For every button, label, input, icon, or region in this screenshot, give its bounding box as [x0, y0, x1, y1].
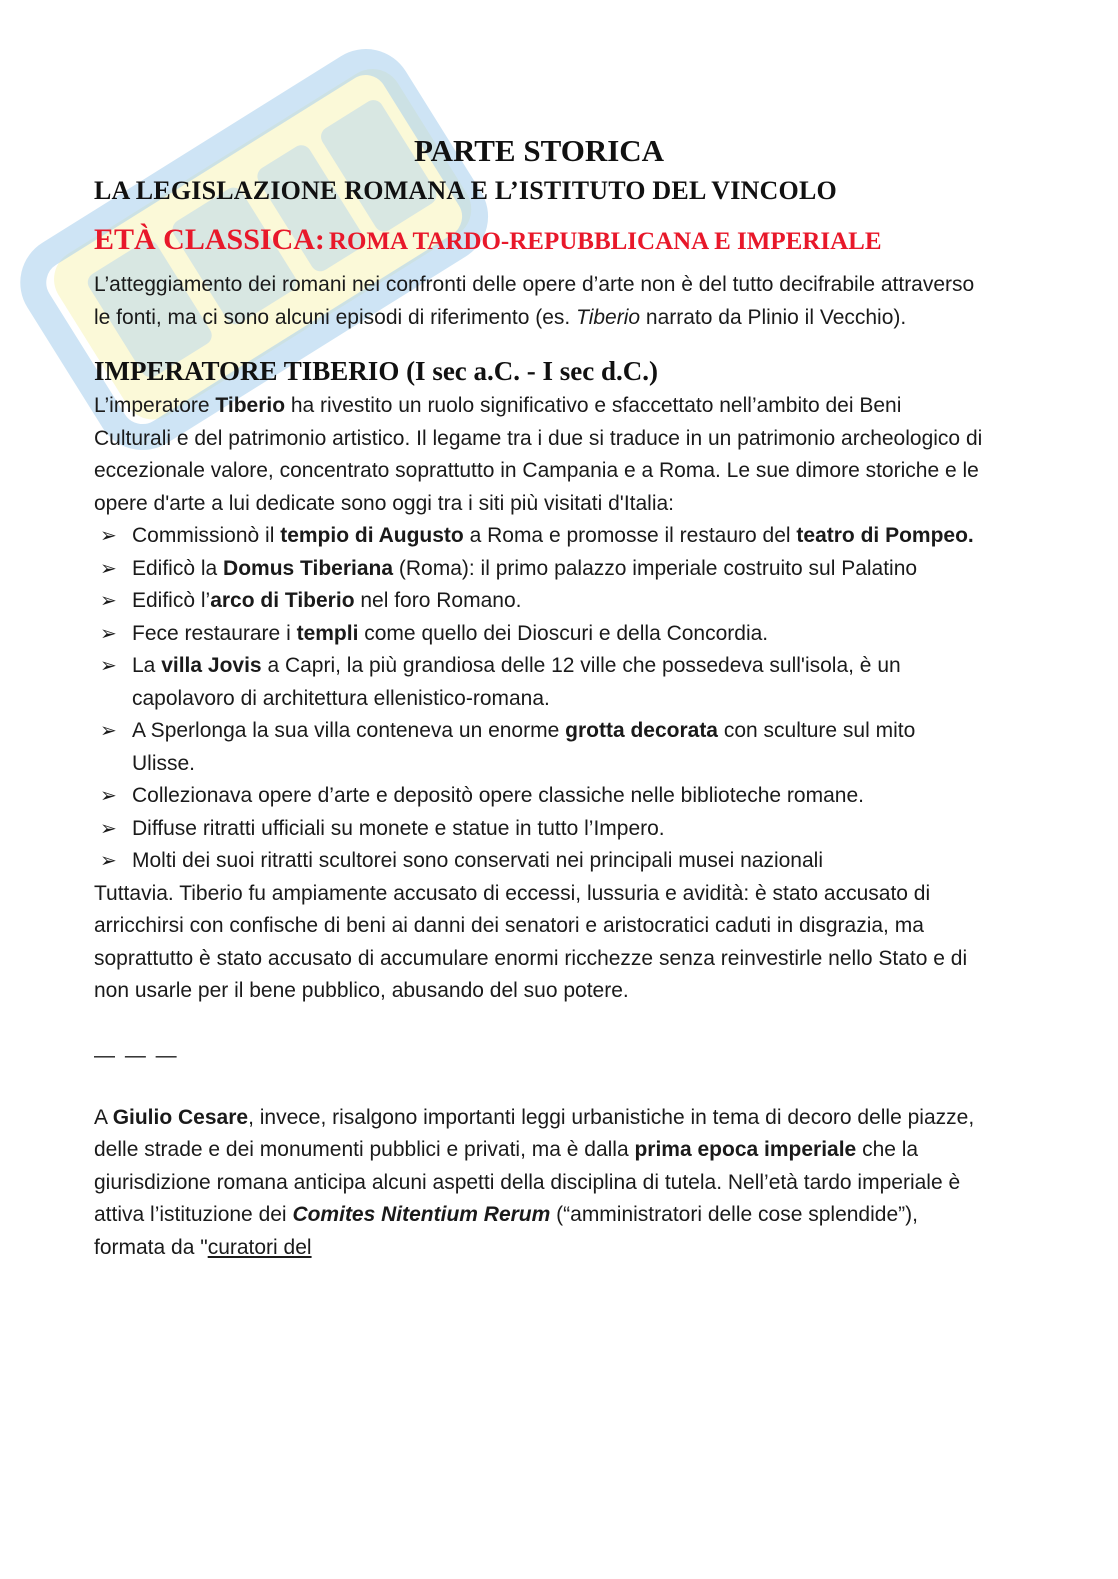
paragraph-intro — [94, 269, 984, 334]
list-item — [94, 813, 984, 846]
list-item — [94, 780, 984, 813]
list-item — [94, 845, 984, 878]
text: Molti dei suoi ritratti scultorei sono conservati nei principali musei nazionali — [132, 849, 823, 872]
list-item — [94, 520, 984, 553]
list-item — [94, 553, 984, 586]
text: L’atteggiamento dei romani nei confronti delle opere d’arte non è del tutto decifrabile attraverso le fonti, ma ci sono alcuni episodi di riferimento (es. — [94, 273, 975, 329]
text: , invece, risalgono importanti leggi urbanistiche in tema di decoro delle piazze, delle strade e dei monumenti pubblici e privati, ma è dalla — [94, 1105, 975, 1161]
bold-text: prima epoca imperiale — [634, 1138, 857, 1161]
arrow-bullet-icon: ➢ — [100, 557, 117, 580]
text: narrato da Plinio il Vecchio). — [640, 305, 907, 329]
arrow-bullet-icon: ➢ — [100, 525, 117, 547]
paragraph-closing: Tuttavia. Tiberio fu ampiamente accusato di eccessi, lussuria e avidità: è stato accusato di arricchirsi con confische di beni ai danni dei senatori e aristocratici caduti in disgrazia, ma soprattutto è stato accusato di accumulare enormi ricchezze senza reinvestirle nello Stato e di non usarle per il bene pubblico, abusando del suo potere. — [94, 881, 968, 1002]
italic-text: Tiberio — [576, 305, 641, 329]
bold-text: teatro di Pompeo. — [796, 524, 974, 547]
text: nel foro Romano. — [354, 589, 522, 612]
bold-text: Tiberio — [215, 394, 286, 417]
list-item — [94, 715, 984, 780]
paragraph-cesare — [94, 1102, 984, 1265]
bold-text: arco di Tiberio — [210, 589, 355, 612]
text: Edificò l’ — [132, 589, 211, 612]
bold-text: villa Jovis — [161, 654, 262, 677]
separator: — — — — [94, 1043, 179, 1067]
text: A Sperlonga la sua villa conteneva un enorme — [132, 719, 566, 742]
text: Collezionava opere d’arte e depositò opere classiche nelle biblioteche romane. — [132, 784, 864, 807]
text: Diffuse ritratti ufficiali su monete e statue in tutto l’Impero. — [132, 816, 665, 840]
text: Fece restaurare i — [132, 621, 297, 645]
section-heading-tiberio: IMPERATORE TIBERIO (I sec a.C. - I sec d.C.) — [94, 356, 659, 386]
text: (Roma): il primo palazzo imperiale costruito sul Palatino — [393, 556, 918, 580]
section-heading-eta-classica — [94, 218, 984, 267]
arrow-bullet-icon: ➢ — [100, 785, 117, 807]
arrow-bullet-icon: ➢ — [100, 622, 117, 645]
list-item — [94, 618, 984, 651]
page-title: PARTE STORICA — [413, 133, 665, 168]
tiberio-list — [94, 520, 984, 878]
text: A — [94, 1105, 113, 1129]
document-body — [94, 130, 984, 1264]
bold-text: Domus Tiberiana — [223, 556, 394, 580]
text: La — [132, 654, 162, 677]
bold-text: grotta decorata — [565, 719, 718, 742]
arrow-bullet-icon: ➢ — [100, 720, 117, 742]
section-heading-rest: ROMA TARDO-REPUBBLICANA E IMPERIALE — [328, 228, 882, 255]
link-text[interactable]: curatori del — [207, 1235, 312, 1259]
text: a Roma e promosse il restauro del — [463, 524, 797, 547]
bold-text: templi — [296, 621, 359, 645]
bold-italic-text: Comites Nitentium Rerum — [292, 1203, 551, 1226]
bold-text: tempio di Augusto — [280, 524, 464, 547]
arrow-bullet-icon: ➢ — [100, 850, 117, 872]
page-subtitle: LA LEGISLAZIONE ROMANA E L’ISTITUTO DEL VINCOLO — [94, 176, 837, 205]
text: (“amministratori delle cose splendide”), formata da " — [94, 1203, 918, 1259]
bold-text: Giulio Cesare — [112, 1105, 249, 1129]
text: Commissionò il — [132, 524, 281, 547]
text: che la giurisdizione romana anticipa alcuni aspetti della disciplina di tutela. Nell’età tardo imperiale è attiva l’istituzione dei — [94, 1138, 961, 1226]
list-item — [94, 585, 984, 618]
arrow-bullet-icon: ➢ — [100, 817, 117, 840]
text: a Capri, la più grandiosa delle 12 ville che possedeva sull'isola, è un capolavoro di architettura ellenistico-romana. — [132, 654, 901, 710]
text: ha rivestito un ruolo significativo e sfaccettato nell’ambito dei Beni Culturali e del patrimonio artistico. Il legame tra i due si traduce in un patrimonio archeologico di eccezionale valore, concentrato soprattutto in Campania e a Roma. Le sue dimore storiche e le opere d'arte a lui dedicate sono oggi tra i siti più visitati d'Italia: — [94, 394, 983, 515]
list-item — [94, 650, 984, 715]
section-heading-main: ETÀ CLASSICA: — [94, 223, 325, 256]
paragraph-tiberio — [94, 390, 984, 520]
text: Edificò la — [132, 556, 224, 580]
text: come quello dei Dioscuri e della Concordia. — [358, 621, 769, 645]
arrow-bullet-icon: ➢ — [100, 590, 117, 612]
text: L’imperatore — [94, 394, 216, 417]
arrow-bullet-icon: ➢ — [100, 655, 117, 677]
text: con sculture sul mito Ulisse. — [132, 719, 916, 775]
